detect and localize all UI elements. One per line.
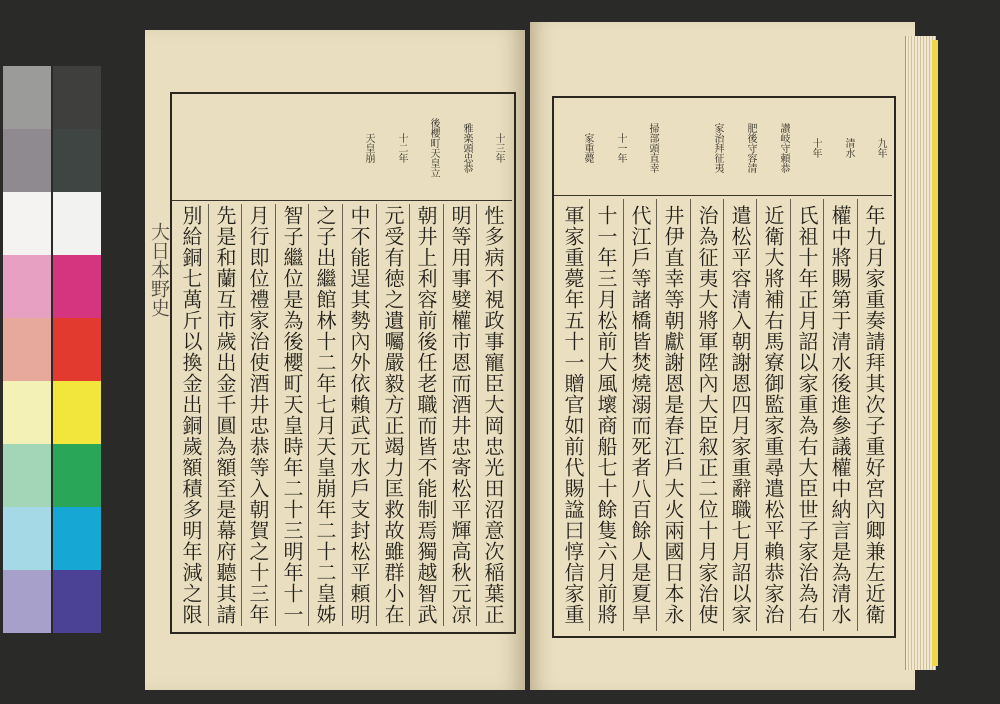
header-note bbox=[211, 100, 244, 196]
column-rule bbox=[656, 199, 657, 631]
calibration-swatch bbox=[3, 129, 51, 192]
calibration-swatch bbox=[53, 129, 101, 192]
left-header-rule bbox=[172, 200, 512, 201]
header-note: 讃岐守頼恭 bbox=[778, 123, 789, 173]
calibration-swatch bbox=[3, 507, 51, 570]
header-note: 家治拜征夷 bbox=[712, 123, 723, 173]
header-note: 十三年 bbox=[493, 133, 504, 163]
calibration-swatch bbox=[53, 318, 101, 381]
column-rule bbox=[275, 204, 276, 626]
text-column: 十一年三月松前大風壞商船七十餘隻六月前將 bbox=[594, 205, 618, 625]
calibration-swatch bbox=[3, 255, 51, 318]
column-rule bbox=[857, 199, 858, 631]
header-note bbox=[243, 100, 276, 196]
text-column: 智子繼位是為後櫻町天皇時年二十三明年十一 bbox=[280, 205, 304, 625]
right-header-rule bbox=[554, 195, 892, 196]
header-note: 肥後守容清 bbox=[745, 123, 756, 173]
header-note bbox=[658, 104, 691, 192]
column-rule bbox=[208, 204, 209, 626]
header-note: 十二年 bbox=[396, 133, 407, 163]
calibration-swatch bbox=[53, 444, 101, 507]
calibration-swatch bbox=[53, 507, 101, 570]
calibration-swatch bbox=[53, 255, 101, 318]
text-column: 年九月家重奏請拜其次子重好宮內卿兼左近衛 bbox=[862, 205, 886, 625]
header-note bbox=[178, 100, 211, 196]
text-column: 井伊直幸等朝獻謝恩是春江戶大火兩國日本永 bbox=[661, 205, 685, 625]
column-rule bbox=[690, 199, 691, 631]
header-note: 十年 bbox=[810, 138, 821, 158]
calibration-swatch bbox=[53, 381, 101, 444]
column-rule bbox=[342, 204, 343, 626]
calibration-swatch bbox=[53, 66, 101, 129]
text-column: 先是和蘭互市歲出金千圓為額至是幕府聽其請 bbox=[213, 205, 237, 625]
text-column: 月行即位禮家治使酒井忠恭等入朝賀之十三年 bbox=[246, 205, 270, 625]
binding-title-left: 大日本野史 bbox=[148, 222, 170, 317]
calibration-swatch bbox=[3, 444, 51, 507]
text-column: 中不能逞其勢內外依賴武元水戶支封松平頼明 bbox=[347, 205, 371, 625]
text-column: 軍家重薨年五十一贈官如前代賜諡曰惇信家重 bbox=[561, 205, 585, 625]
header-note: 掃部頭直幸 bbox=[647, 123, 658, 173]
text-column: 治為征夷大將軍陞內大臣叙正二位十月家治使 bbox=[695, 205, 719, 625]
header-note: 九年 bbox=[875, 138, 886, 158]
column-rule bbox=[756, 199, 757, 631]
text-column: 遣松平容清入朝謝恩四月家重辭職七月詔以家 bbox=[728, 205, 752, 625]
text-column: 近衛大將補右馬寮御監家重尋遣松平賴恭家治 bbox=[761, 205, 785, 625]
text-column: 之子出繼館林十二年七月天皇崩年二十二皇姊 bbox=[313, 205, 337, 625]
header-note: 十一年 bbox=[615, 133, 626, 163]
text-column: 元受有徳之遺囑嚴毅方正竭力匡救故雖群小在 bbox=[381, 205, 405, 625]
calibration-swatch bbox=[3, 66, 51, 129]
column-rule bbox=[623, 199, 624, 631]
text-column: 明等用事嬖權市恩而酒井忠寄松平輝高秋元凉 bbox=[448, 205, 472, 625]
column-rule bbox=[589, 199, 590, 631]
header-note bbox=[308, 100, 341, 196]
yellow-page-edge bbox=[932, 40, 938, 666]
calibration-swatch bbox=[3, 381, 51, 444]
header-note: 後櫻町天皇立 bbox=[428, 118, 439, 178]
text-column: 氏祖十年正月詔以家重為右大臣世子家治為右 bbox=[795, 205, 819, 625]
column-rule bbox=[443, 204, 444, 626]
text-column: 權中將賜第于清水後進參議權中納言是為清水 bbox=[828, 205, 852, 625]
header-note: 雅楽頭忠恭 bbox=[461, 123, 472, 173]
header-note: 家重薨 bbox=[582, 133, 593, 163]
text-column: 別給銅七萬斤以換金出銅歲額積多明年減之限 bbox=[179, 205, 203, 625]
calibration-swatch bbox=[53, 570, 101, 633]
column-rule bbox=[723, 199, 724, 631]
column-rule bbox=[790, 199, 791, 631]
header-note: 清水 bbox=[843, 138, 854, 158]
column-rule bbox=[376, 204, 377, 626]
column-rule bbox=[823, 199, 824, 631]
calibration-swatch bbox=[3, 570, 51, 633]
calibration-swatch bbox=[53, 192, 101, 255]
header-note bbox=[276, 100, 309, 196]
calibration-swatch bbox=[3, 192, 51, 255]
text-column: 性多病不視政事寵臣大岡忠光田沼意次稲葉正 bbox=[481, 205, 505, 625]
text-column: 朝井上利容前後任老職而皆不能制焉獨越智武 bbox=[414, 205, 438, 625]
header-note: 天皇崩 bbox=[363, 133, 374, 163]
calibration-swatch bbox=[3, 318, 51, 381]
text-column: 代江戶等諸橋皆焚燒溺而死者八百餘人是夏旱 bbox=[628, 205, 652, 625]
